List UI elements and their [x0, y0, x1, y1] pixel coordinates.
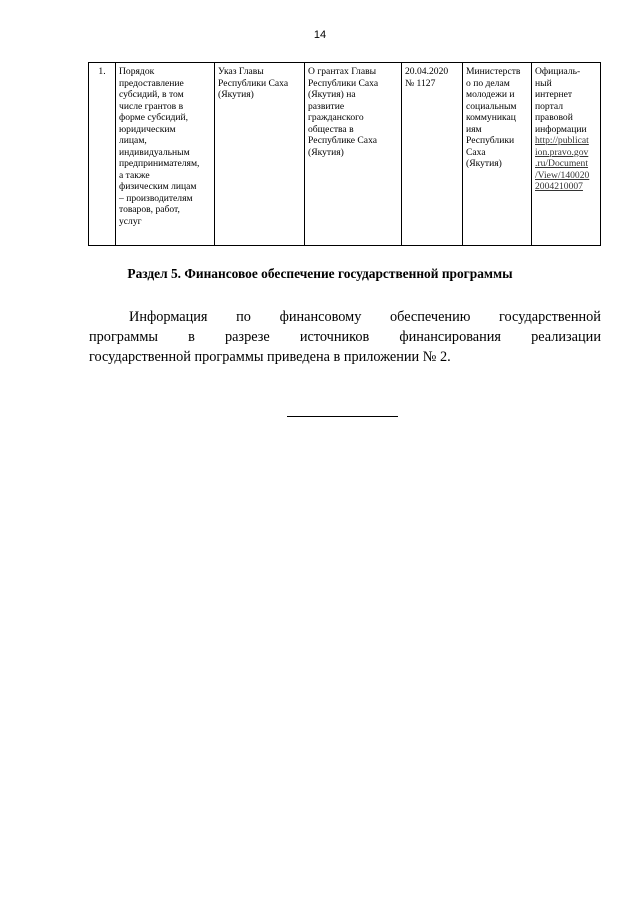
subject-line: лицам, [119, 135, 147, 146]
publication-link[interactable]: .ru/Document [535, 158, 589, 169]
publication-link[interactable]: http://publicat [535, 135, 589, 146]
paragraph-word: обеспечению [389, 309, 471, 325]
subject-line: числе грантов в [119, 100, 184, 112]
title-line: Республике Саха [308, 135, 377, 146]
org-line: Министерств [466, 66, 521, 77]
publication-link[interactable]: /View/140020 [535, 169, 590, 181]
org-line: социальным [466, 100, 517, 112]
paragraph-word: по [236, 309, 251, 325]
subject-line: форме субсидий, [119, 112, 189, 123]
paragraph-line-3: государственной программы приведена в приложении № 2. [89, 349, 451, 365]
publication-link[interactable]: ion.pravo.gov [535, 146, 589, 158]
date-number-cell [402, 63, 463, 246]
org-line: Саха [466, 146, 486, 158]
source-line: правовой [535, 112, 573, 123]
paragraph-word: финансовому [279, 309, 362, 325]
title-line: общества в [308, 123, 354, 135]
title-line: (Якутия) [308, 146, 344, 158]
act-line: (Якутия) [218, 89, 254, 100]
date-line: 20.04.2020 [405, 66, 449, 77]
org-line: иям [466, 123, 482, 135]
subject-line: – производителям [119, 192, 193, 204]
source-line: ный [535, 77, 552, 89]
table-row [89, 63, 601, 246]
subject-line: индивидуальным [119, 146, 190, 158]
page-number: 14 [313, 29, 327, 41]
act-type-cell [215, 63, 305, 246]
act-line: Республики Саха [218, 77, 289, 89]
paragraph-word: программы [89, 329, 159, 345]
org-line: молодежи и [466, 89, 515, 100]
paragraph-word: источников [299, 329, 370, 345]
title-line: (Якутия) на [308, 89, 356, 100]
source-line: интернет [535, 89, 573, 100]
org-line: Республики [466, 135, 515, 146]
paragraph-word: Информация [129, 309, 208, 325]
subject-line: а также [119, 169, 150, 181]
subject-line: товаров, работ, [119, 204, 180, 215]
subject-cell [116, 63, 215, 246]
title-line: гражданского [308, 112, 364, 123]
act-line: Указ Главы [218, 66, 264, 77]
paragraph-line-1 [129, 309, 601, 326]
grants-table [88, 62, 601, 246]
source-line: информации [535, 123, 587, 135]
publication-link[interactable]: 2004210007 [535, 181, 583, 192]
subject-line: предоставление [119, 77, 184, 89]
source-line: Официаль- [535, 66, 581, 77]
org-line: (Якутия) [466, 158, 502, 169]
paragraph-word: разрезе [224, 329, 270, 345]
row-number: 1. [89, 63, 116, 246]
paragraph-word: реализации [531, 329, 601, 345]
paragraph-word: финансирования [399, 329, 502, 345]
source-line: портал [535, 100, 564, 112]
org-line: о по делам [466, 77, 510, 89]
title-line: Республики Саха [308, 77, 379, 89]
subject-line: предпринимателям, [119, 158, 200, 169]
act-title-cell [305, 63, 402, 246]
subject-line: Порядок [119, 66, 155, 77]
title-line: О грантах Главы [308, 66, 377, 77]
subject-line: субсидий, в том [119, 89, 184, 100]
publication-source-cell [532, 63, 601, 246]
organization-cell [463, 63, 532, 246]
end-rule [287, 416, 398, 417]
subject-line: юридическим [119, 123, 176, 135]
number-line: № 1127 [405, 77, 436, 89]
title-line: развитие [308, 100, 345, 112]
subject-line: физическим лицам [119, 181, 197, 192]
subject-line: услуг [119, 215, 142, 227]
section-heading: Раздел 5. Финансовое обеспечение государственной программы [127, 266, 513, 281]
paragraph-word: в [188, 329, 195, 345]
org-line: коммуникац [466, 112, 516, 123]
paragraph-word: государственной [499, 309, 601, 325]
paragraph-line-2 [89, 329, 601, 346]
